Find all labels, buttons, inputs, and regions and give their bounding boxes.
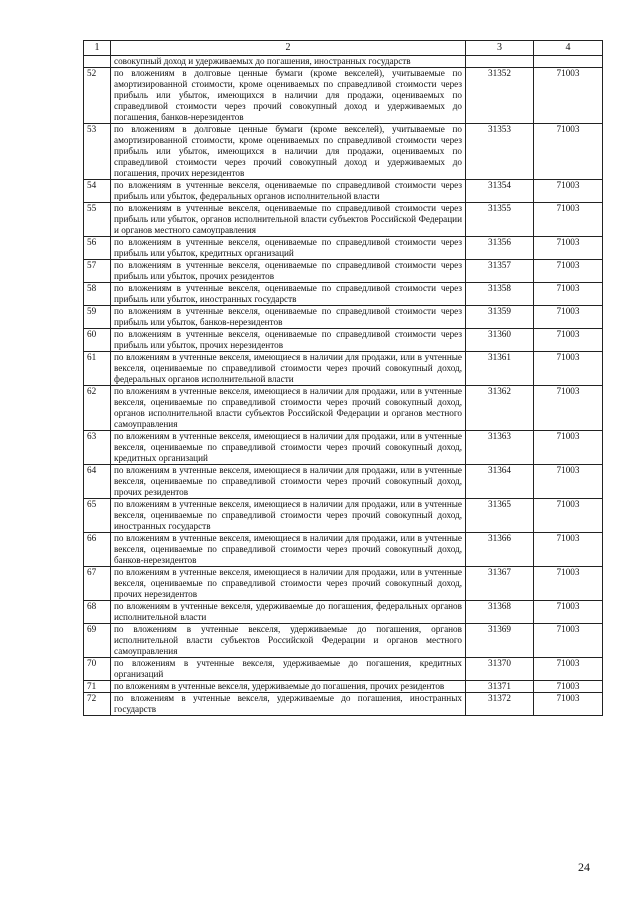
column-header-4: 4 (534, 41, 603, 56)
row-description: по вложениям в долговые ценные бумаги (кроме векселей), учитываемые по амортизированной стоимости, кроме оцениваемых по справедливой стоимости через прибыль или убыток, имеющихся в наличии для продажи, оцениваемых по справедливой стоимости через прочий совокупный доход и удерживаемых до погашения, банков-нерезидентов (111, 68, 466, 124)
row-code: 31370 (466, 658, 534, 681)
row-account: 71003 (534, 260, 603, 283)
row-description: по вложениям в учтенные векселя, имеющиеся в наличии для продажи, или в учтенные векселя, оцениваемые по справедливой стоимости через прочий совокупный доход, органов исполнительной власти субъектов Российской Федерации и органов местного самоуправления (111, 386, 466, 431)
row-account: 71003 (534, 386, 603, 431)
row-description: по вложениям в учтенные векселя, удерживаемые до погашения, иностранных государств (111, 693, 466, 716)
row-code: 31362 (466, 386, 534, 431)
row-number: 57 (84, 260, 111, 283)
row-code: 31368 (466, 601, 534, 624)
row-account: 71003 (534, 681, 603, 693)
row-code: 31360 (466, 329, 534, 352)
row-description: по вложениям в учтенные векселя, оцениваемые по справедливой стоимости через прибыль или убыток, иностранных государств (111, 283, 466, 306)
table-row (84, 567, 603, 601)
row-description: совокупный доход и удерживаемых до погашения, иностранных государств (111, 56, 466, 68)
table-row (84, 693, 603, 716)
row-description: по вложениям в учтенные векселя, оцениваемые по справедливой стоимости через прибыль или убыток, прочих резидентов (111, 260, 466, 283)
column-header-1: 1 (84, 41, 111, 56)
row-number: 70 (84, 658, 111, 681)
row-account: 71003 (534, 567, 603, 601)
accounts-table (83, 40, 603, 716)
table-row (84, 306, 603, 329)
row-number: 60 (84, 329, 111, 352)
row-number: 63 (84, 431, 111, 465)
row-number: 53 (84, 124, 111, 180)
row-account: 71003 (534, 658, 603, 681)
row-description: по вложениям в учтенные векселя, оцениваемые по справедливой стоимости через прибыль или убыток, федеральных органов исполнительной власти (111, 180, 466, 203)
row-description: по вложениям в учтенные векселя, имеющиеся в наличии для продажи, или в учтенные векселя, оцениваемые по справедливой стоимости через прочий совокупный доход, прочих нерезидентов (111, 567, 466, 601)
row-code: 31352 (466, 68, 534, 124)
row-description: по вложениям в учтенные векселя, имеющиеся в наличии для продажи, или в учтенные векселя, оцениваемые по справедливой стоимости через прочий совокупный доход, банков-нерезидентов (111, 533, 466, 567)
row-description: по вложениям в учтенные векселя, удерживаемые до погашения, федеральных органов исполнительной власти (111, 601, 466, 624)
table-row (84, 203, 603, 237)
row-account: 71003 (534, 499, 603, 533)
row-number: 58 (84, 283, 111, 306)
row-account: 71003 (534, 601, 603, 624)
table-row (84, 283, 603, 306)
row-account (534, 56, 603, 68)
column-header-3: 3 (466, 41, 534, 56)
row-account: 71003 (534, 180, 603, 203)
table-row (84, 533, 603, 567)
row-number: 72 (84, 693, 111, 716)
row-number: 52 (84, 68, 111, 124)
row-number: 71 (84, 681, 111, 693)
row-account: 71003 (534, 203, 603, 237)
table-header-row (84, 41, 603, 56)
table-row (84, 352, 603, 386)
row-code: 31361 (466, 352, 534, 386)
column-header-2: 2 (111, 41, 466, 56)
row-code: 31364 (466, 465, 534, 499)
row-code: 31372 (466, 693, 534, 716)
row-account: 71003 (534, 693, 603, 716)
row-code: 31356 (466, 237, 534, 260)
row-number: 55 (84, 203, 111, 237)
row-code: 31366 (466, 533, 534, 567)
row-description: по вложениям в учтенные векселя, имеющиеся в наличии для продажи, или в учтенные векселя, оцениваемые по справедливой стоимости через прочий совокупный доход, кредитных организаций (111, 431, 466, 465)
row-number (84, 56, 111, 68)
row-account: 71003 (534, 465, 603, 499)
table-row (84, 681, 603, 693)
table-row (84, 465, 603, 499)
row-description: по вложениям в учтенные векселя, удерживаемые до погашения, кредитных организаций (111, 658, 466, 681)
row-number: 59 (84, 306, 111, 329)
row-account: 71003 (534, 237, 603, 260)
row-code: 31369 (466, 624, 534, 658)
row-description: по вложениям в учтенные векселя, оцениваемые по справедливой стоимости через прибыль или убыток, органов исполнительной власти субъектов Российской Федерации и органов местного самоуправления (111, 203, 466, 237)
row-number: 54 (84, 180, 111, 203)
row-number: 65 (84, 499, 111, 533)
row-description: по вложениям в учтенные векселя, имеющиеся в наличии для продажи, или в учтенные векселя, оцениваемые по справедливой стоимости через прочий совокупный доход, прочих резидентов (111, 465, 466, 499)
row-number: 62 (84, 386, 111, 431)
table-body (84, 56, 603, 716)
row-account: 71003 (534, 352, 603, 386)
row-number: 67 (84, 567, 111, 601)
row-description: по вложениям в учтенные векселя, имеющиеся в наличии для продажи, или в учтенные векселя, оцениваемые по справедливой стоимости через прочий совокупный доход, иностранных государств (111, 499, 466, 533)
table-row (84, 260, 603, 283)
row-number: 68 (84, 601, 111, 624)
row-account: 71003 (534, 283, 603, 306)
table-row (84, 431, 603, 465)
row-account: 71003 (534, 124, 603, 180)
row-number: 64 (84, 465, 111, 499)
row-code: 31357 (466, 260, 534, 283)
table-row (84, 386, 603, 431)
table-row (84, 499, 603, 533)
table-row (84, 56, 603, 68)
row-account: 71003 (534, 306, 603, 329)
row-account: 71003 (534, 431, 603, 465)
table-row (84, 658, 603, 681)
row-number: 61 (84, 352, 111, 386)
table-row (84, 124, 603, 180)
row-number: 56 (84, 237, 111, 260)
row-account: 71003 (534, 533, 603, 567)
row-number: 66 (84, 533, 111, 567)
row-code: 31363 (466, 431, 534, 465)
row-description: по вложениям в долговые ценные бумаги (кроме векселей), учитываемые по амортизированной стоимости, кроме оцениваемых по справедливой стоимости через прибыль или убыток, имеющихся в наличии для продажи, оцениваемых по справедливой стоимости через прочий совокупный доход и удерживаемых до погашения, прочих нерезидентов (111, 124, 466, 180)
row-code: 31358 (466, 283, 534, 306)
row-number: 69 (84, 624, 111, 658)
row-account: 71003 (534, 624, 603, 658)
row-description: по вложениям в учтенные векселя, оцениваемые по справедливой стоимости через прибыль или убыток, кредитных организаций (111, 237, 466, 260)
row-description: по вложениям в учтенные векселя, удерживаемые до погашения, органов исполнительной власти субъектов Российской Федерации и органов местного самоуправления (111, 624, 466, 658)
row-code: 31354 (466, 180, 534, 203)
table-row (84, 624, 603, 658)
table-row (84, 329, 603, 352)
row-description: по вложениям в учтенные векселя, оцениваемые по справедливой стоимости через прибыль или убыток, прочих нерезидентов (111, 329, 466, 352)
row-code: 31353 (466, 124, 534, 180)
table-row (84, 237, 603, 260)
row-code: 31365 (466, 499, 534, 533)
row-code: 31359 (466, 306, 534, 329)
row-code: 31355 (466, 203, 534, 237)
row-description: по вложениям в учтенные векселя, имеющиеся в наличии для продажи, или в учтенные векселя, оцениваемые по справедливой стоимости через прочий совокупный доход, федеральных органов исполнительной власти (111, 352, 466, 386)
table-row (84, 180, 603, 203)
row-code: 31367 (466, 567, 534, 601)
row-code: 31371 (466, 681, 534, 693)
row-code (466, 56, 534, 68)
row-description: по вложениям в учтенные векселя, удерживаемые до погашения, прочих резидентов (111, 681, 466, 693)
table-row (84, 68, 603, 124)
row-description: по вложениям в учтенные векселя, оцениваемые по справедливой стоимости через прибыль или убыток, банков-нерезидентов (111, 306, 466, 329)
page-number: 24 (578, 860, 590, 874)
table-row (84, 601, 603, 624)
row-account: 71003 (534, 329, 603, 352)
row-account: 71003 (534, 68, 603, 124)
